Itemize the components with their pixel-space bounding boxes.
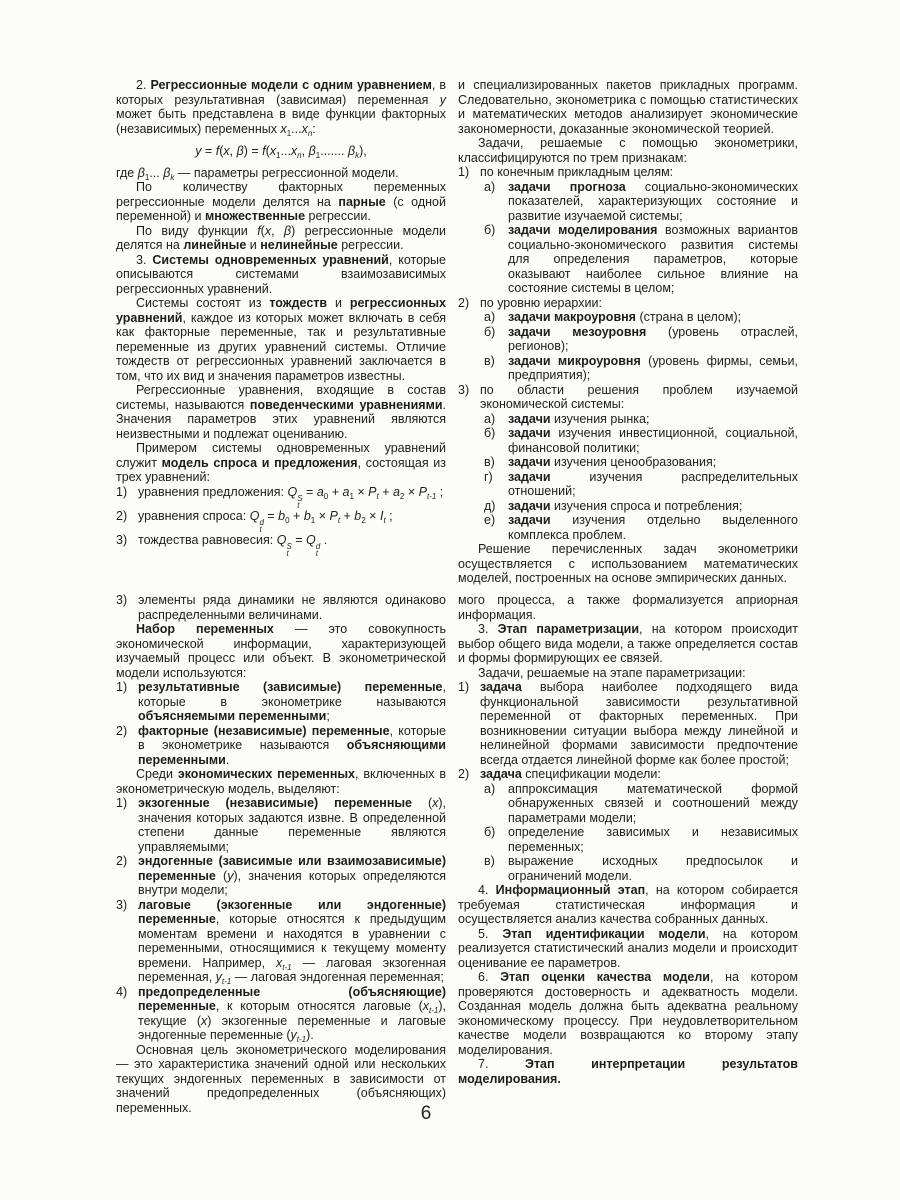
list-item: б) определение зависимых и независимых переменных; — [484, 825, 798, 854]
list-item: а) аппроксимация математической формой обнаруженных связей и соотношений между параметрами модели; — [484, 781, 798, 825]
list-item: 2) по уровню иерархии: — [458, 295, 602, 310]
list-item: 1) экзогенные (независимые) переменные (x), значения которых задаются извне. В определенной степени данные переменные являются управляемыми; — [116, 796, 447, 854]
top-left-column — [116, 78, 446, 586]
list-marker: а) — [484, 179, 496, 194]
list-item: е) задачи изучения отдельно выделенного комплекса проблем. — [484, 513, 798, 542]
list-item: 1) результативные (зависимые) переменные, которые в эконометрике называются объясняемыми переменными; — [116, 680, 446, 723]
list-item: 3) элементы ряда динамики не являются одинаково распределенными величинами. — [116, 593, 446, 622]
paragraph: 7. Этап интерпретации результатов моделирования. — [458, 1057, 798, 1086]
list-marker: б) — [484, 825, 496, 839]
paragraph: Задачи, решаемые на этапе параметризации: — [478, 665, 746, 680]
stacked-subscript-superscript: S t — [286, 541, 292, 558]
list-marker: е) — [484, 513, 496, 527]
list-marker: 2) — [116, 508, 128, 523]
list-marker: 3) — [116, 897, 128, 912]
list-marker: 1) — [458, 680, 470, 694]
list-marker: в) — [484, 353, 495, 368]
list-marker: 1) — [458, 165, 470, 179]
list-item: а) задачи прогноза социально-экономических показателей, характеризующих состояние и развитие изучаемой системы; — [484, 179, 798, 223]
list-marker: а) — [484, 310, 496, 324]
list-item: 2) задача спецификации модели: — [458, 767, 661, 781]
list-item: 2) факторные (независимые) переменные, которые в эконометрике называются объясняющими переменными. — [116, 723, 446, 767]
paragraph: По виду функции f(x, β) регрессионные модели делятся на линейные и нелинейные регрессии. — [116, 223, 446, 252]
paragraph: где $\beta_1$... $\beta_k$ — параметры регрессионной модели. — [116, 165, 399, 182]
paragraph: Среди экономических переменных, включенных в эконометрическую модель, выделяют: — [116, 767, 447, 796]
list-item: а) задачи макроуровня (страна в целом); — [484, 310, 742, 324]
paragraph: и специализированных пакетов прикладных программ. Следовательно, эконометрика с помощью статистических и математических методов анализирует экономические закономерности, доказанные экономической теорией. — [458, 78, 798, 136]
list-marker: г) — [484, 469, 493, 484]
list-item: 1) задача выбора наиболее подходящего вида функциональной зависимости результативной переменной от факторных переменных. При возникновении ситуации выбора между линейной и нелинейной формами зависимости предпочтение всегда отдается линейной форме как более простой; — [458, 680, 798, 767]
list-marker: д) — [484, 498, 496, 513]
list-item: а) задачи изучения рынка; — [484, 411, 650, 426]
list-item: 2) уравнения спроса: Q d t = $b_0 + b_1 \times P_t + b_2 \times I_t$ ; — [116, 508, 393, 534]
top-right-column — [458, 78, 798, 586]
paragraph: Набор переменных — это совокупность экономической информации, характеризующей изучаемый процесс или объект. В эконометрической модели используются: — [116, 622, 446, 680]
paragraph: 6. Этап оценки качества модели, на котором проверяются достоверность и адекватность модели. Созданная модель должна быть адекватна реальному экономическому процессу. При неудовлетворительном качестве модели возвращаются ко второму этапу моделирования. — [458, 970, 798, 1057]
paragraph: По количеству факторных переменных регрессионные модели делятся на парные (с одной переменной) и множественные регрессии. — [116, 180, 446, 223]
list-item: в) задачи изучения ценообразования; — [484, 455, 717, 469]
list-marker: 1) — [116, 484, 128, 499]
list-marker: 3) — [116, 593, 128, 607]
list-item: 1) по конечным прикладным целям: — [458, 165, 674, 179]
list-item: 2) эндогенные (зависимые или взаимозависимые) переменные (y), значения которых определяются внутри модели; — [116, 854, 446, 897]
formula: y = f(x, $\beta) = f(x_1...x_n$, $\beta_1$....... $\beta_k$), — [195, 144, 367, 160]
paragraph: 3. Системы одновременных уравнений, которые описываются системами взаимозависимых регрессионных уравнений. — [116, 252, 446, 296]
list-marker: б) — [484, 426, 496, 440]
list-item: в) задачи микроуровня (уровень фирмы, семьи, предприятия); — [484, 353, 798, 382]
top-section — [116, 78, 798, 586]
list-marker: в) — [484, 854, 495, 868]
stacked-subscript-superscript: d t — [315, 541, 321, 558]
list-item: б) задачи изучения инвестиционной, социальной, финансовой политики; — [484, 426, 798, 455]
paragraph: Основная цель эконометрического моделирования — это характеристика значений одной или нескольких текущих эндогенных переменных в зависимости от значений предопределенных (объясняющих) переменных. — [116, 1042, 446, 1115]
list-marker: б) — [484, 324, 496, 339]
paragraph: Регрессионные уравнения, входящие в состав системы, называются поведенческими уравнениями. Значения параметров этих уравнений являются неизвестными и подлежат оцениванию. — [116, 383, 446, 441]
list-marker: 4) — [116, 984, 128, 999]
list-marker: 1) — [116, 796, 128, 810]
list-item: б) задачи моделирования возможных вариантов социально-экономического развития системы для определения параметров, которые оказывают наиболее сильное влияние на состояние системы в целом; — [484, 223, 799, 295]
page-number: 6 — [420, 1103, 432, 1124]
stacked-subscript-superscript: S t — [297, 493, 303, 510]
list-marker: 3) — [116, 532, 128, 547]
list-marker: 1) — [116, 680, 128, 694]
list-item: 1) уравнения предложения: Q S t = $a_0 + a_1 \times P_t + a_2 \times P_{t-1}$ ; — [116, 484, 444, 510]
list-item: в) выражение исходных предпосылок и ограничений модели. — [484, 854, 798, 883]
list-marker: 2) — [458, 767, 470, 781]
list-marker: а) — [484, 781, 496, 796]
bottom-right-column — [458, 593, 798, 1093]
paragraph: 2. Регрессионные модели с одним уравнением, в которых результативная (зависимая) переменная y может быть представлена в виде функции факторных (независимых) переменных $x_1...x_n$: — [116, 78, 446, 138]
paragraph: Задачи, решаемые с помощью эконометрики, классифицируются по трем признакам: — [458, 136, 798, 165]
stacked-subscript-superscript: d t — [259, 517, 264, 534]
bottom-section — [116, 593, 799, 1115]
list-item: 4) предопределенные (объясняющие) переменные, к которым относятся лаговые $(x_{t-1})$, текущие (x) экзогенные переменные и лаговые эндогенные переменные $(y_{t-1})$. — [116, 984, 446, 1044]
paragraph: мого процесса, а также формализуется априорная информация. — [458, 593, 798, 622]
list-marker: б) — [484, 223, 496, 237]
paragraph: 5. Этап идентификации модели, на котором реализуется статистический анализ модели и происходит оценивание ее параметров. — [458, 926, 798, 970]
list-marker: 3) — [458, 382, 470, 397]
list-item: 3) тождества равновесия: Q S t = Q d t . — [116, 532, 328, 558]
paragraph: 3. Этап параметризации, на котором происходит выбор общего вида модели, а также определяется состав и формы формирующих ее связей. — [458, 622, 799, 665]
list-marker: а) — [484, 411, 496, 426]
list-item: б) задачи мезоуровня (уровень отраслей, регионов); — [484, 324, 799, 353]
paragraph: Решение перечисленных задач эконометрики осуществляется с использованием математических моделей, построенных на основе эмпирических данных. — [458, 542, 798, 585]
list-item: 3) по области решения проблем изучаемой экономической системы: — [458, 382, 798, 411]
paragraph: Системы состоят из тождеств и регрессионных уравнений, каждое из которых может включать в себя как факторные переменные, так и результативные переменные из других уравнений системы. Отличие тождеств от регрессионных уравнений заключается в том, что их вид и значения параметров известны. — [116, 296, 446, 383]
list-item: д) задачи изучения спроса и потребления; — [484, 498, 743, 513]
list-marker: 2) — [116, 723, 128, 738]
bottom-left-column — [116, 593, 447, 1115]
list-item: г) задачи изучения распределительных отношений; — [484, 469, 798, 498]
list-marker: 2) — [116, 854, 128, 868]
list-marker: в) — [484, 455, 495, 469]
paragraph: Примером системы одновременных уравнений служит модель спроса и предложения, состоящая из трех уравнений: — [116, 441, 446, 484]
list-marker: 2) — [458, 295, 470, 310]
list-item: 3) лаговые (экзогенные или эндогенные) переменные, которые относятся к предыдущим моментам времени и находятся в уравнении с переменными, относящимися к текущему моменту времени. Например, $x_{t-1}$ — лаговая экзогенная переменная, $y_{t-1}$ — лаговая эндогенная переменная; — [116, 897, 447, 986]
paragraph: 4. Информационный этап, на котором собирается требуемая статистическая информация и осуществляется анализ качества собранных данных. — [458, 883, 798, 926]
